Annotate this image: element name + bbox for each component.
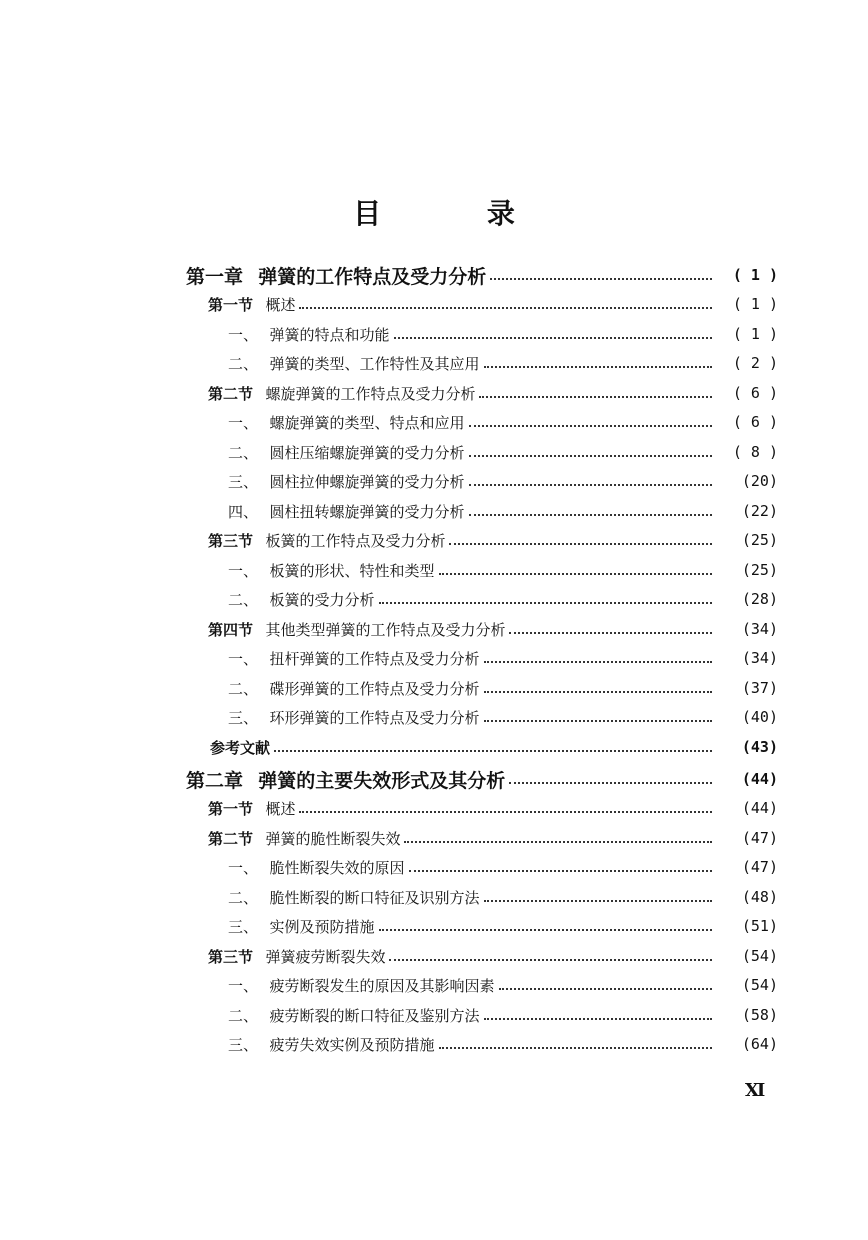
toc-entry-page: (25) [741, 531, 778, 549]
toc-entry[interactable] [0, 645, 868, 671]
toc-entry-title: 弹簧疲劳断裂失效 [265, 947, 386, 966]
dot-leader [379, 927, 712, 931]
toc-entry-page: ( 2 ) [732, 354, 778, 372]
toc-entry[interactable] [0, 468, 868, 494]
toc-entry[interactable] [0, 527, 868, 553]
dot-leader [484, 1016, 712, 1020]
toc-entry-title: 实例及预防措施 [269, 917, 375, 936]
dot-leader [499, 986, 712, 990]
toc-entry[interactable] [0, 766, 868, 792]
toc-entry-number: 第二节 [208, 829, 264, 848]
toc-entry[interactable] [0, 825, 868, 851]
toc-entry-number: 第二章 [186, 769, 257, 792]
toc-entry-page: (20) [741, 472, 778, 490]
dot-leader [449, 541, 712, 545]
toc-entry-number: 二、 [228, 354, 268, 373]
toc-entry[interactable] [0, 321, 868, 347]
toc-entry-number: 二、 [228, 590, 268, 609]
toc-entry[interactable] [0, 380, 868, 406]
toc-entry[interactable] [0, 291, 868, 317]
dot-leader [394, 335, 712, 339]
toc-entry[interactable] [0, 498, 868, 524]
toc-entry-title: 弹簧的主要失效形式及其分析 [258, 769, 506, 792]
toc-entry-page: (44) [741, 770, 778, 788]
toc-entry-number: 一、 [228, 325, 268, 344]
toc-entry-page: (40) [741, 708, 778, 726]
toc-entry-page: (34) [741, 620, 778, 638]
toc-entry[interactable] [0, 1031, 868, 1057]
toc-entry-title: 扭杆弹簧的工作特点及受力分析 [269, 649, 480, 668]
toc-entry-number: 一、 [228, 649, 268, 668]
toc-entry-number: 第四节 [208, 620, 264, 639]
toc-entry-number: 一、 [228, 413, 268, 432]
toc-entry-title: 弹簧的类型、工作特性及其应用 [269, 354, 480, 373]
toc-entry[interactable] [0, 350, 868, 376]
toc-entry[interactable] [0, 1002, 868, 1028]
toc-entry[interactable] [0, 913, 868, 939]
toc-entry-title: 弹簧的工作特点及受力分析 [258, 265, 487, 288]
toc-entry-page: (34) [741, 649, 778, 667]
toc-entry-number: 一、 [228, 976, 268, 995]
toc-entry-title: 弹簧的特点和功能 [269, 325, 390, 344]
toc-entry-title: 脆性断裂的断口特征及识别方法 [269, 888, 480, 907]
dot-leader [484, 364, 712, 368]
toc-entry-title: 板簧的受力分析 [269, 590, 375, 609]
toc-entry-number: 三、 [228, 917, 268, 936]
toc-entry-title: 疲劳断裂发生的原因及其影响因素 [269, 976, 495, 995]
toc-entry-page: (28) [741, 590, 778, 608]
toc-entry-title: 疲劳断裂的断口特征及鉴别方法 [269, 1006, 480, 1025]
dot-leader [299, 809, 712, 813]
toc-entry-number: 一、 [228, 561, 268, 580]
toc-entry[interactable] [0, 439, 868, 465]
dot-leader [484, 718, 712, 722]
toc-entry-title: 脆性断裂失效的原因 [269, 858, 405, 877]
toc-entry-number: 三、 [228, 472, 268, 491]
dot-leader [484, 898, 712, 902]
dot-leader [509, 630, 712, 634]
toc-entry-title: 圆柱扭转螺旋弹簧的受力分析 [269, 502, 465, 521]
toc-entry-page: ( 6 ) [732, 384, 778, 402]
toc-entry-page: ( 6 ) [732, 413, 778, 431]
dot-leader [389, 957, 712, 961]
dot-leader [484, 689, 712, 693]
dot-leader [479, 394, 712, 398]
toc-entry[interactable] [0, 884, 868, 910]
toc-entry[interactable] [0, 262, 868, 288]
toc-entry[interactable] [0, 586, 868, 612]
toc-entry-number: 第一章 [186, 265, 257, 288]
toc-entry-page: (51) [741, 917, 778, 935]
toc-entry-page: (25) [741, 561, 778, 579]
toc-entry[interactable] [0, 734, 868, 760]
toc-entry-number: 二、 [228, 443, 268, 462]
toc-entry-number: 二、 [228, 888, 268, 907]
toc-entry-page: (58) [741, 1006, 778, 1024]
toc-entry-page: (37) [741, 679, 778, 697]
toc-entry-page: (64) [741, 1035, 778, 1053]
dot-leader [404, 839, 712, 843]
dot-leader [409, 868, 712, 872]
dot-leader [509, 780, 712, 784]
toc-entry-number: 二、 [228, 1006, 268, 1025]
toc-entry-number: 第一节 [208, 799, 264, 818]
toc-entry[interactable] [0, 972, 868, 998]
toc-entry[interactable] [0, 675, 868, 701]
toc-entry-page: (47) [741, 858, 778, 876]
toc-entry-number: 第一节 [208, 295, 264, 314]
toc-entry[interactable] [0, 557, 868, 583]
toc-entry[interactable] [0, 854, 868, 880]
toc-entry-page: ( 8 ) [732, 443, 778, 461]
toc-entry-title: 参考文献 [210, 738, 271, 757]
toc-entry-title: 板簧的形状、特性和类型 [269, 561, 435, 580]
toc-entry-page: ( 1 ) [732, 295, 778, 313]
toc-entry-title: 螺旋弹簧的工作特点及受力分析 [265, 384, 476, 403]
toc-entry-number: 第二节 [208, 384, 264, 403]
toc-entry-page: (43) [741, 738, 778, 756]
toc-entry[interactable] [0, 795, 868, 821]
dot-leader [469, 512, 712, 516]
dot-leader [469, 482, 712, 486]
dot-leader [379, 600, 712, 604]
toc-entry[interactable] [0, 616, 868, 642]
dot-leader [469, 423, 712, 427]
toc-entry-number: 三、 [228, 708, 268, 727]
dot-leader [439, 1045, 712, 1049]
dot-leader [439, 571, 712, 575]
dot-leader [484, 659, 712, 663]
dot-leader [490, 276, 712, 280]
toc-entry-page: (54) [741, 947, 778, 965]
toc-entry-page: (22) [741, 502, 778, 520]
toc-entry[interactable] [0, 409, 868, 435]
toc-entry-number: 一、 [228, 858, 268, 877]
toc-entry-page: (54) [741, 976, 778, 994]
toc-entry-page: (44) [741, 799, 778, 817]
toc-entry-title: 其他类型弹簧的工作特点及受力分析 [265, 620, 506, 639]
toc-entry[interactable] [0, 704, 868, 730]
toc-entry-number: 二、 [228, 679, 268, 698]
toc-entry-title: 碟形弹簧的工作特点及受力分析 [269, 679, 480, 698]
page-title: 目 录 [353, 197, 563, 230]
toc-entry-number: 三、 [228, 1035, 268, 1054]
toc-entry-page: ( 1 ) [732, 325, 778, 343]
toc-entry-title: 螺旋弹簧的类型、特点和应用 [269, 413, 465, 432]
toc-entry-number: 四、 [228, 502, 268, 521]
toc-entry-title: 概述 [265, 799, 296, 818]
toc-entry-title: 板簧的工作特点及受力分析 [265, 531, 446, 550]
toc-entry-page: ( 1 ) [732, 266, 778, 284]
dot-leader [469, 453, 712, 457]
toc-entry-page: (48) [741, 888, 778, 906]
toc-entry-title: 圆柱压缩螺旋弹簧的受力分析 [269, 443, 465, 462]
toc-entry-number: 第三节 [208, 531, 264, 550]
dot-leader [299, 305, 712, 309]
page-number: Ⅺ [745, 1080, 766, 1101]
toc-entry-title: 圆柱拉伸螺旋弹簧的受力分析 [269, 472, 465, 491]
toc-entry-title: 概述 [265, 295, 296, 314]
toc-entry-title: 弹簧的脆性断裂失效 [265, 829, 401, 848]
dot-leader [274, 748, 712, 752]
toc-entry[interactable] [0, 943, 868, 969]
toc-entry-title: 环形弹簧的工作特点及受力分析 [269, 708, 480, 727]
toc-entry-title: 疲劳失效实例及预防措施 [269, 1035, 435, 1054]
toc-entry-page: (47) [741, 829, 778, 847]
toc-entry-number: 第三节 [208, 947, 264, 966]
